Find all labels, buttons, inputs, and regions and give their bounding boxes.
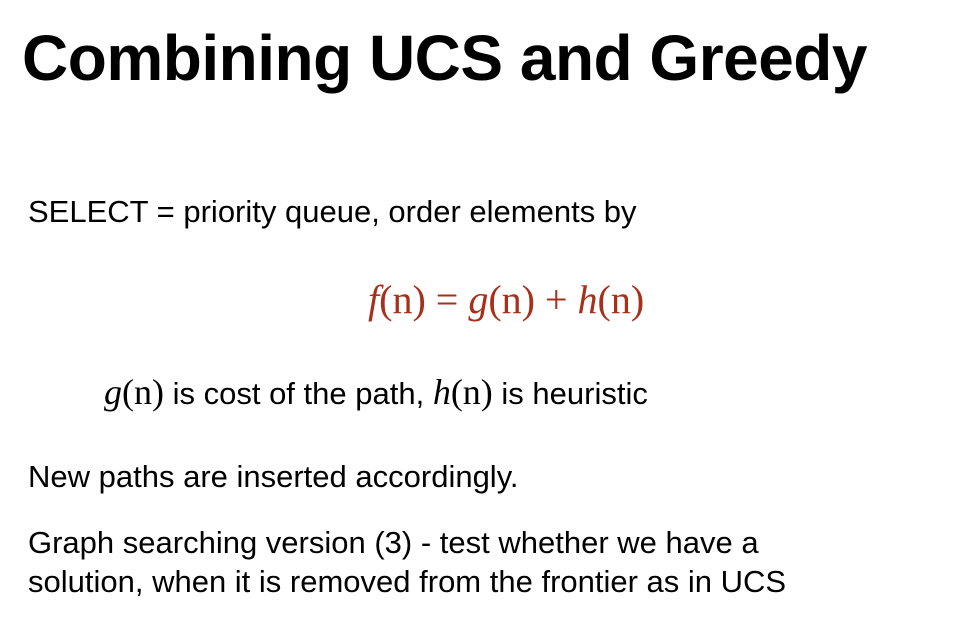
graph-search-note bbox=[28, 524, 786, 602]
formula-g: g bbox=[468, 277, 489, 322]
g-symbol: g bbox=[104, 372, 122, 412]
h-math bbox=[433, 372, 493, 412]
formula-f-arg: (n) bbox=[379, 277, 426, 322]
formula-g-arg: (n) bbox=[488, 277, 535, 322]
graph-search-line-2: solution, when it is removed from the frontier as in UCS bbox=[28, 563, 787, 599]
select-description: SELECT = priority queue, order elements by bbox=[28, 194, 637, 229]
formula-h-arg: (n) bbox=[597, 277, 645, 322]
g-explanation-text: is cost of the path, bbox=[163, 376, 433, 411]
h-symbol: h bbox=[432, 372, 451, 412]
h-arg: (n) bbox=[450, 372, 493, 412]
evaluation-formula bbox=[368, 276, 644, 323]
g-h-explanation bbox=[104, 370, 648, 415]
formula-plus: + bbox=[534, 277, 578, 322]
slide-title: Combining UCS and Greedy bbox=[22, 22, 867, 94]
g-math bbox=[104, 372, 164, 412]
formula-equals: = bbox=[425, 277, 469, 322]
formula-f: f bbox=[368, 277, 380, 322]
formula-h: h bbox=[577, 277, 598, 322]
h-explanation-text: is heuristic bbox=[492, 376, 648, 411]
graph-search-line-1: Graph searching version (3) - test whether we have a bbox=[28, 525, 759, 560]
g-arg: (n) bbox=[122, 372, 164, 412]
new-paths-note: New paths are inserted accordingly. bbox=[28, 459, 519, 494]
